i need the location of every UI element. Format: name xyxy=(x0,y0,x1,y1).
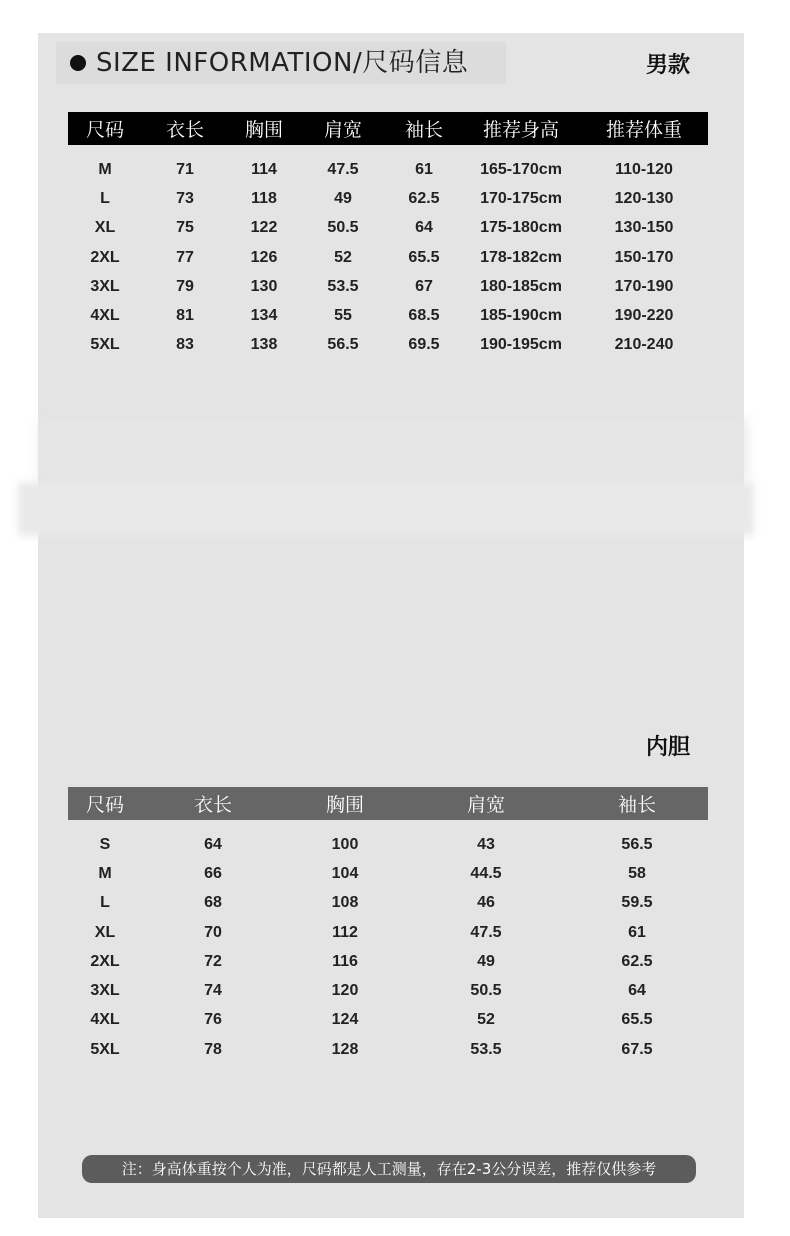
table-cell: L xyxy=(100,894,110,912)
table-cell: L xyxy=(100,189,110,207)
table-row xyxy=(68,1035,708,1064)
table-row xyxy=(68,331,708,360)
category-label-liner: 内胆 xyxy=(646,735,691,760)
table-cell: 79 xyxy=(176,277,194,295)
disclaimer-note: 注：身高体重按个人为准，尺码都是人工测量，存在2-3公分误差，推荐仅供参考 xyxy=(82,1155,696,1183)
column-header: 推荐身高 xyxy=(482,119,559,141)
table-cell: 130-150 xyxy=(614,219,674,237)
table-cell: 118 xyxy=(251,189,277,207)
table-cell: 138 xyxy=(250,336,278,354)
table-cell: 76 xyxy=(204,1011,222,1029)
table-row xyxy=(68,976,708,1005)
table-cell: 67.5 xyxy=(621,1040,653,1058)
table-cell: 4XL xyxy=(90,307,120,325)
table-cell: 47.5 xyxy=(470,923,502,941)
column-header: 衣长 xyxy=(165,119,204,141)
table-cell: 5XL xyxy=(90,336,120,354)
table-cell: 46 xyxy=(477,894,495,912)
table-row xyxy=(68,859,708,888)
category-label-men: 男款 xyxy=(646,53,691,78)
table-cell: 52 xyxy=(334,248,352,266)
table-cell: 114 xyxy=(251,160,277,178)
table-cell: 124 xyxy=(331,1011,359,1029)
table-cell: 64 xyxy=(415,219,433,237)
table-cell: 53.5 xyxy=(470,1040,502,1058)
table-cell: 178-182cm xyxy=(480,248,562,266)
table-row xyxy=(68,184,708,213)
table-header-row xyxy=(68,112,708,145)
table-cell: 64 xyxy=(628,982,646,1000)
table-cell: 69.5 xyxy=(408,336,440,354)
table-cell: M xyxy=(98,160,112,178)
table-cell: 180-185cm xyxy=(480,277,562,295)
table-cell: 61 xyxy=(415,160,433,178)
table-cell: 59.5 xyxy=(621,894,653,912)
bullet-dot-icon xyxy=(70,55,86,71)
table-cell: 165-170cm xyxy=(480,160,562,178)
faded-watermark-band xyxy=(18,482,754,536)
column-header: 胸围 xyxy=(325,794,364,816)
table-cell: 112 xyxy=(332,923,358,941)
table-cell: 170-190 xyxy=(614,277,674,295)
table-cell: 190-195cm xyxy=(480,336,562,354)
table-cell: 130 xyxy=(250,277,278,295)
table-cell: 53.5 xyxy=(327,277,359,295)
table-cell: 56.5 xyxy=(327,336,359,354)
table-cell: 3XL xyxy=(90,982,120,1000)
column-header: 推荐体重 xyxy=(605,119,682,141)
table-cell: 77 xyxy=(176,248,194,266)
table-cell: 64 xyxy=(204,835,222,853)
table-cell: 190-220 xyxy=(614,307,674,325)
table-cell: 120-130 xyxy=(614,189,674,207)
table-cell: 66 xyxy=(204,864,222,882)
table-cell: 72 xyxy=(204,952,222,970)
table-row xyxy=(68,301,708,330)
table-cell: 100 xyxy=(331,835,359,853)
table-cell: M xyxy=(98,864,112,882)
table-cell: 83 xyxy=(176,336,194,354)
table-cell: 116 xyxy=(332,952,358,970)
table-cell: 150-170 xyxy=(614,248,674,266)
column-header: 肩宽 xyxy=(466,794,505,816)
column-header: 肩宽 xyxy=(323,119,362,141)
main-size-table xyxy=(68,112,708,360)
column-header: 袖长 xyxy=(617,794,656,816)
table-cell: 62.5 xyxy=(408,189,440,207)
table-cell: 4XL xyxy=(90,1011,120,1029)
table-cell: 43 xyxy=(477,835,495,853)
table-cell: 110-120 xyxy=(615,160,673,178)
table-cell: 2XL xyxy=(90,952,120,970)
table-cell: 55 xyxy=(334,307,352,325)
table-cell: 126 xyxy=(250,248,278,266)
page-title: SIZE INFORMATION/尺码信息 xyxy=(96,48,469,78)
table-cell: 128 xyxy=(331,1040,359,1058)
table-row xyxy=(68,1006,708,1035)
table-row xyxy=(68,145,708,184)
table-cell: 108 xyxy=(331,894,359,912)
table-cell: 52 xyxy=(477,1011,495,1029)
table-row xyxy=(68,243,708,272)
table-row xyxy=(68,889,708,918)
table-row xyxy=(68,918,708,947)
column-header: 衣长 xyxy=(193,794,232,816)
table-cell: 81 xyxy=(176,307,194,325)
liner-size-table xyxy=(68,787,708,1064)
table-cell: 65.5 xyxy=(621,1011,653,1029)
table-cell: 70 xyxy=(204,923,222,941)
table-cell: 56.5 xyxy=(621,835,653,853)
table-cell: XL xyxy=(94,923,116,941)
column-header: 尺码 xyxy=(85,119,124,141)
table-cell: 5XL xyxy=(90,1040,120,1058)
table-cell: 62.5 xyxy=(621,952,653,970)
table-cell: S xyxy=(99,835,111,853)
table-cell: 104 xyxy=(331,864,359,882)
table-cell: 122 xyxy=(250,219,278,237)
table-cell: 71 xyxy=(176,160,194,178)
column-header: 尺码 xyxy=(85,794,124,816)
table-cell: 50.5 xyxy=(327,219,359,237)
table-cell: 68 xyxy=(204,894,222,912)
table-header-row xyxy=(68,787,708,820)
table-cell: 49 xyxy=(334,189,352,207)
table-cell: 44.5 xyxy=(470,864,502,882)
table-cell: 67 xyxy=(415,277,433,295)
table-cell: 75 xyxy=(176,219,194,237)
table-cell: 2XL xyxy=(90,248,120,266)
table-cell: 3XL xyxy=(90,277,120,295)
column-header: 袖长 xyxy=(404,119,443,141)
table-cell: 47.5 xyxy=(327,160,359,178)
table-cell: 185-190cm xyxy=(480,307,562,325)
table-cell: 134 xyxy=(250,307,278,325)
table-row xyxy=(68,947,708,976)
table-cell: 210-240 xyxy=(614,336,674,354)
table-row xyxy=(68,272,708,301)
table-cell: 175-180cm xyxy=(480,219,562,237)
table-cell: 120 xyxy=(331,982,359,1000)
table-cell: 58 xyxy=(628,864,646,882)
table-cell: 78 xyxy=(204,1040,222,1058)
table-cell: 74 xyxy=(204,982,222,1000)
table-cell: XL xyxy=(94,219,116,237)
table-cell: 73 xyxy=(176,189,194,207)
table-cell: 50.5 xyxy=(470,982,502,1000)
table-cell: 170-175cm xyxy=(480,189,562,207)
table-row xyxy=(68,820,708,859)
faded-watermark-band xyxy=(40,420,746,480)
table-cell: 65.5 xyxy=(408,248,440,266)
table-cell: 68.5 xyxy=(408,307,440,325)
table-cell: 49 xyxy=(477,952,495,970)
column-header: 胸围 xyxy=(244,119,283,141)
table-row xyxy=(68,214,708,243)
table-cell: 61 xyxy=(628,923,646,941)
